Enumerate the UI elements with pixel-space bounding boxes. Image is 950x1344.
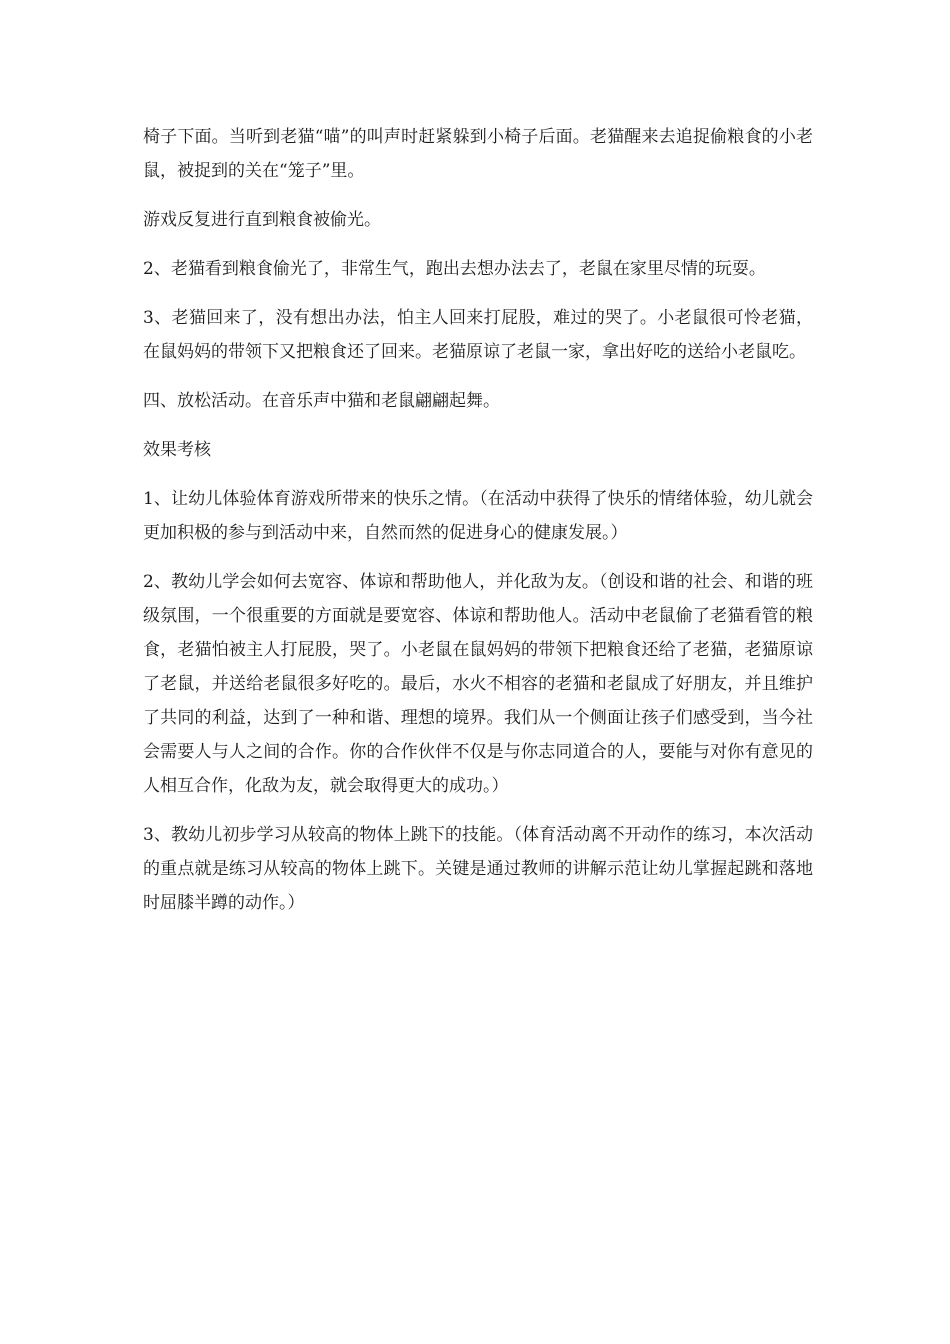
paragraph-evaluation-2: 2、教幼儿学会如何去宽容、体谅和帮助他人，并化敌为友。（创设和谐的社会、和谐的班级氛围，一个很重要的方面就是要宽容、体谅和帮助他人。活动中老鼠偷了老猫看管的粮食，老猫怕被主人打屁股，哭了。小老鼠在鼠妈妈的带领下把粮食还给了老猫，老猫原谅了老鼠，并送给老鼠很多好吃的。最后，水火不相容的老猫和老鼠成了好朋友，并且维护了共同的利益，达到了一种和谐、理想的境界。我们从一个侧面让孩子们感受到，当今社会需要人与人之间的合作。你的合作伙伴不仅是与你志同道合的人，要能与对你有意见的人相互合作，化敌为友，就会取得更大的成功。） — [143, 572, 813, 796]
paragraph-game-repeat: 游戏反复进行直到粮食被偷光。 — [143, 210, 381, 230]
paragraph-evaluation-3: 3、教幼儿初步学习从较高的物体上跳下的技能。（体育活动离不开动作的练习，本次活动的重点就是练习从较高的物体上跳下。关键是通过教师的讲解示范让幼儿掌握起跳和落地时屈膝半蹲的动作。） — [143, 825, 813, 913]
paragraph-step-2: 2、老猫看到粮食偷光了，非常生气，跑出去想办法去了，老鼠在家里尽情的玩耍。 — [143, 259, 766, 279]
document-body — [143, 120, 813, 935]
paragraph-evaluation-1: 1、让幼儿体验体育游戏所带来的快乐之情。（在活动中获得了快乐的情绪体验，幼儿就会更加积极的参与到活动中来，自然而然的促进身心的健康发展。） — [143, 489, 813, 543]
paragraph-step-3: 3、老猫回来了，没有想出办法，怕主人回来打屁股，难过的哭了。小老鼠很可怜老猫，在鼠妈妈的带领下又把粮食还了回来。老猫原谅了老鼠一家，拿出好吃的送给小老鼠吃。 — [143, 308, 813, 362]
section-heading-evaluation: 效果考核 — [143, 440, 211, 460]
paragraph-section-relax: 四、放松活动。在音乐声中猫和老鼠翩翩起舞。 — [143, 391, 500, 411]
paragraph-game-rules: 椅子下面。当听到老猫“喵”的叫声时赶紧躲到小椅子后面。老猫醒来去追捉偷粮食的小老鼠，被捉到的关在“笼子”里。 — [143, 127, 813, 181]
